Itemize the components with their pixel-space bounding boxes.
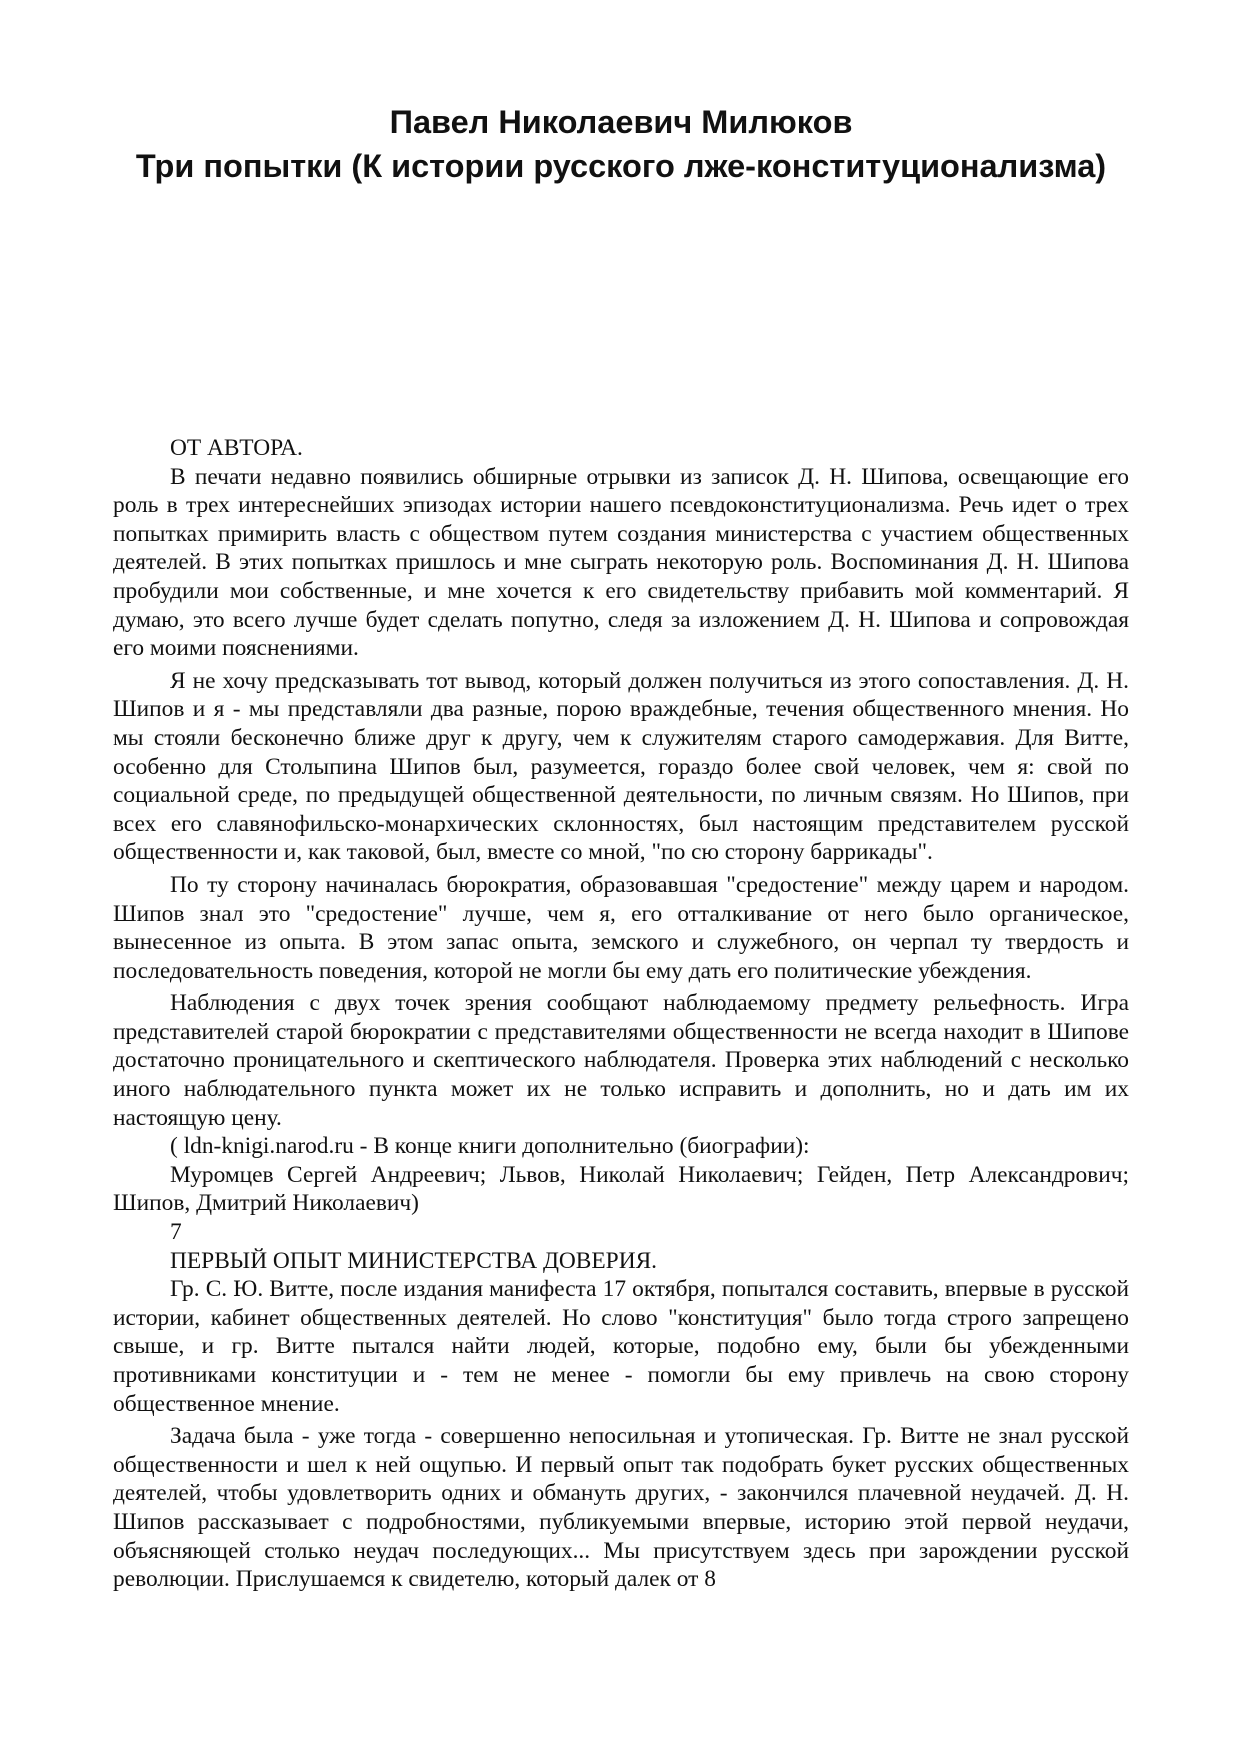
- biographies-list: Муромцев Сергей Андреевич; Львов, Николай Николаевич; Гейден, Петр Александрович; Шипов, Дмитрий Николаевич): [113, 1161, 1129, 1217]
- title-block: [0, 100, 1242, 188]
- paragraph: Задача была - уже тогда - совершенно непосильная и утопическая. Гр. Витте не знал русской общественности и шел к ней ощупью. И первый опыт так подобрать букет русских общественных деятелей, чтобы удовлетворить одних и обмануть других, - закончился плачевной неудачей. Д. Н. Шипов рассказывает с подробностями, публикуемыми впервые, историю этой первой неудачи, объясняющей столько неудач последующих... Мы присутствуем здесь при зарождении русской революции. Прислушаемся к свидетелю, который далек от 8: [113, 1423, 1129, 1593]
- paragraph: Я не хочу предсказывать тот вывод, который должен получиться из этого сопоставления. Д. Н. Шипов и я - мы представляли два разные, порою враждебные, течения общественного мнения. Но мы стояли бесконечно ближе друг к другу, чем к служителям старого самодержавия. Для Витте, особенно для Столыпина Шипов был, разумеется, гораздо более свой человек, чем я: свой по социальной среде, по предыдущей общественной деятельности, по личным связям. Но Шипов, при всех его славянофильско-монархических склонностях, был настоящим представителем русской общественности и, как таковой, был, вместе со мной, "по сю сторону баррикады".: [113, 667, 1129, 866]
- paragraph: Гр. С. Ю. Витте, после издания манифеста 17 октября, попытался составить, впервые в русской истории, кабинет общественных деятелей. Но слово "конституция" было тогда строго запрещено свыше, и гр. Витте пытался найти людей, которые, подобно ему, были бы убежденными противниками конституции и - тем не менее - помогли бы ему привлечь на свою сторону общественное мнение.: [113, 1276, 1129, 1417]
- page-marker: 7: [170, 1219, 182, 1246]
- paragraph: В печати недавно появились обширные отрывки из записок Д. Н. Шипова, освещающие его роль в трех интереснейших эпизодах истории нашего псевдоконституционализма. Речь идет о трех попытках примирить власть с обществом путем создания министерства с участием общественных деятелей. В этих попытках пришлось и мне сыграть некоторую роль. Воспоминания Д. Н. Шипова пробудили мои собственные, и мне хочется к его свидетельству прибавить мой комментарий. Я думаю, это всего лучше будет сделать попутно, следя за изложением Д. Н. Шипова и сопровождая его моими пояснениями.: [113, 463, 1129, 662]
- section-heading-from-author: ОТ АВТОРА.: [170, 435, 303, 461]
- book-title: Три попытки (К истории русского лже-конституционализма): [135, 148, 1107, 184]
- author-name: Павел Николаевич Милюков: [389, 104, 853, 140]
- source-note: ( ldn-knigi.narod.ru - В конце книги дополнительно (биографии):: [170, 1133, 810, 1160]
- paragraph: По ту сторону начиналась бюрократия, образовавшая "средостение" между царем и народом. Шипов знал это "средостение" лучше, чем я, его отталкивание от него было органическое, вынесенное из опыта. В этом запас опыта, земского и служебного, он черпал ту твердость и последовательность поведения, которой не могли бы ему дать его политические убеждения.: [113, 871, 1129, 984]
- body-text: [113, 434, 1129, 1594]
- paragraph: Наблюдения с двух точек зрения сообщают наблюдаемому предмету рельефность. Игра представителей старой бюрократии с представителями общественности не всегда находит в Шипове достаточно проницательного и скептического наблюдателя. Проверка этих наблюдений с несколько иного наблюдательного пункта может их не только исправить и дополнить, но и дать им их настоящую цену.: [113, 990, 1129, 1131]
- section-heading-first: ПЕРВЫЙ ОПЫТ МИНИСТЕРСТВА ДОВЕРИЯ.: [170, 1247, 658, 1274]
